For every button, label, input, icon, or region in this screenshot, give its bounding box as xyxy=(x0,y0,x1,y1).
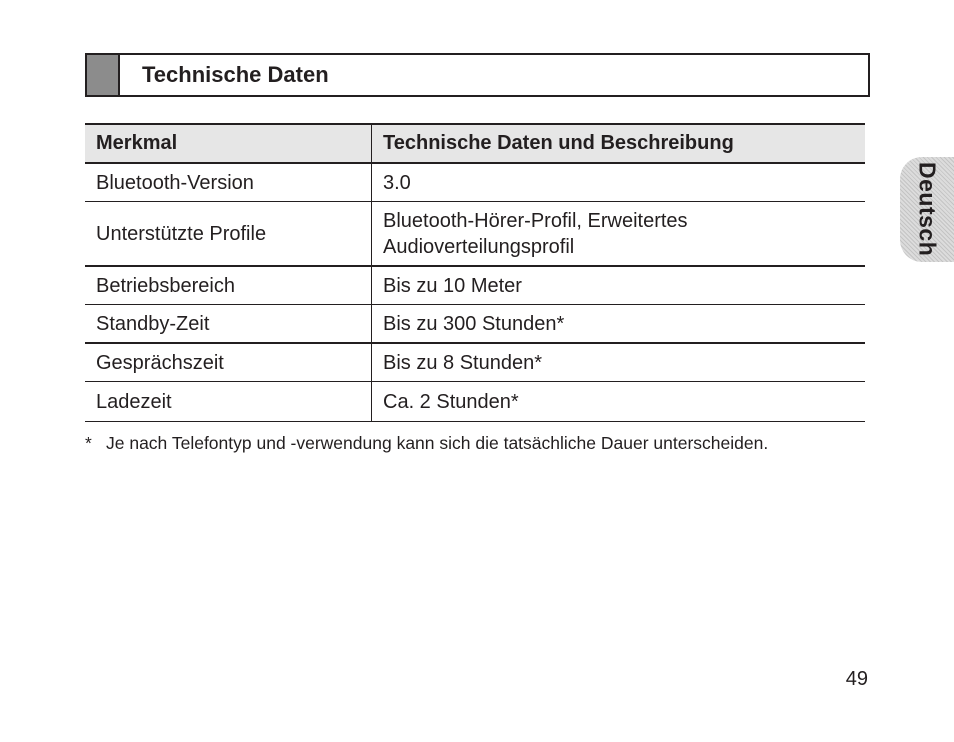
header-description: Technische Daten und Beschreibung xyxy=(372,124,866,163)
cell-feature: Gesprächszeit xyxy=(85,343,372,382)
cell-value-line: Bluetooth-Hörer-Profil, Erweitertes xyxy=(383,209,688,232)
cell-value: 3.0 xyxy=(372,163,866,202)
language-tab xyxy=(900,157,954,262)
cell-value: Bis zu 8 Stunden* xyxy=(372,343,866,382)
cell-value-line: Audioverteilungsprofil xyxy=(383,235,575,258)
language-tab-label: Deutsch xyxy=(914,162,941,257)
cell-feature: Betriebsbereich xyxy=(85,266,372,305)
footnote-text: Je nach Telefontyp und -verwendung kann sich die tatsächliche Dauer unterscheiden. xyxy=(106,433,769,453)
section-marker xyxy=(87,55,120,95)
header-feature: Merkmal xyxy=(85,124,372,163)
table-row xyxy=(85,163,865,202)
cell-feature: Bluetooth-Version xyxy=(85,163,372,202)
footnote-mark: * xyxy=(85,433,92,453)
table-row xyxy=(85,202,865,267)
cell-value: Bis zu 10 Meter xyxy=(372,266,866,305)
cell-value: Ca. 2 Stunden* xyxy=(372,382,866,422)
page-number: 49 xyxy=(845,668,868,690)
table-row xyxy=(85,343,865,382)
cell-value: Bis zu 300 Stunden* xyxy=(372,305,866,344)
cell-feature: Unterstützte Profile xyxy=(85,202,372,267)
cell-feature: Standby-Zeit xyxy=(85,305,372,344)
section-title: Technische Daten xyxy=(142,62,329,87)
cell-value xyxy=(372,202,866,267)
footnote xyxy=(85,433,875,454)
spec-table xyxy=(85,123,865,422)
table-header-row xyxy=(85,124,865,163)
cell-feature: Ladezeit xyxy=(85,382,372,422)
table-row xyxy=(85,382,865,422)
table-row xyxy=(85,305,865,344)
section-header xyxy=(85,53,870,97)
table-row xyxy=(85,266,865,305)
